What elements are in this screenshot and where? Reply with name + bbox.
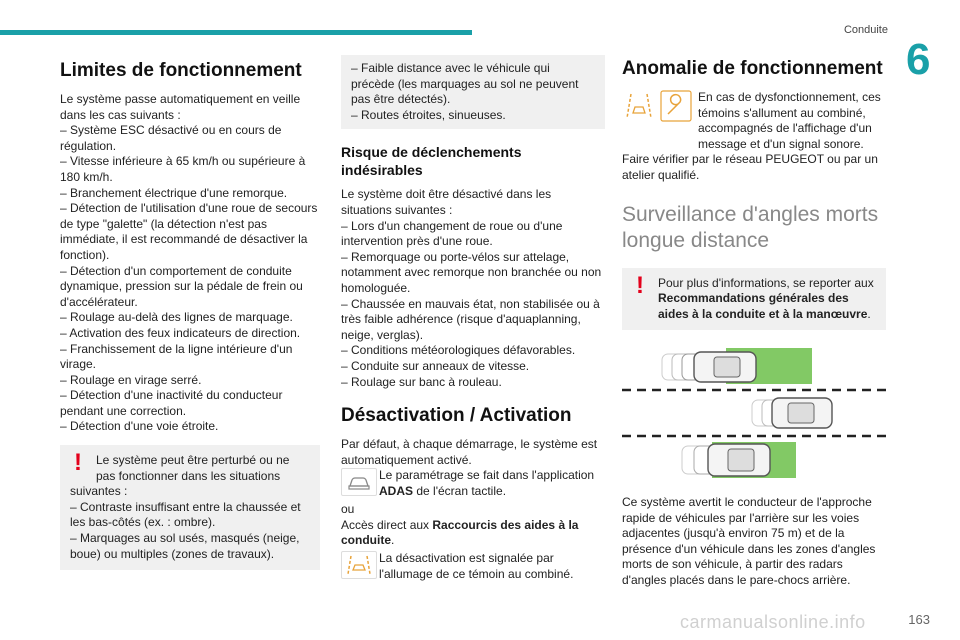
limits-item: – Détection d'un comportement de conduite dynamique, pression sur la pédale de frein ou d'accélérateur.	[60, 263, 303, 309]
limits-title: Limites de fonctionnement	[60, 60, 302, 81]
risk-item: – Roulage sur banc à rouleau.	[341, 374, 502, 389]
deactivation-title: Désactivation / Activation	[341, 405, 572, 427]
limits-item: – Roulage au-delà des lignes de marquage.	[60, 310, 293, 325]
column-limits	[60, 55, 320, 570]
warning-lead-cont: suivantes :	[70, 484, 128, 499]
shortcuts-label: Raccourcis des aides à la conduite	[341, 517, 579, 548]
warning-item: – Contraste insuffisant entre la chaussée et les bas-côtés (ex. : ombre).	[70, 499, 301, 530]
or-text: ou	[341, 502, 355, 517]
box-item: – Faible distance avec le véhicule qui précède (les marquages au sol ne peuvent pas être détectés).	[351, 61, 579, 107]
continued-warning-box	[341, 55, 605, 129]
own-car	[752, 398, 832, 428]
deactivation-intro: Par défaut, à chaque démarrage, le système est automatiquement activé.	[341, 437, 598, 467]
column-blind-spot	[622, 55, 886, 589]
info-text-end: .	[867, 306, 871, 321]
risk-intro: Le système doit être désactivé dans les situations suivantes :	[341, 187, 552, 217]
limits-item: – Détection de l'utilisation d'une roue de secours de type "galette" (la détection n'est pas immédiate, il est recommandé de désactiver la fonction).	[60, 201, 318, 262]
anomaly-advice: Faire vérifier par le réseau PEUGEOT ou par un atelier qualifié.	[622, 152, 878, 182]
setting-text-end: de l'écran tactile.	[413, 483, 507, 498]
risk-item: – Conduite sur anneaux de vitesse.	[341, 358, 530, 373]
anomaly-block	[622, 90, 886, 152]
anomaly-title: Anomalie de fonctionnement	[622, 58, 883, 79]
limits-item: – Système ESC désactivé ou en cours de régulation.	[60, 123, 282, 153]
limits-item: – Activation des feux indicateurs de direction.	[60, 325, 301, 340]
blind-spot-description: Ce système avertit le conducteur de l'approche rapide de véhicules par l'arrière sur les voies adjacentes (jusqu'à environ 75 m) et de la présence d'un véhicule dans les zones d'angles morts de son véhicule, à partir des radars d'angles placés dans le pare-chocs arrière.	[622, 494, 876, 587]
setting-text: Le paramétrage se fait dans l'application	[379, 468, 595, 483]
limits-item: – Détection d'une inactivité du conducteur pendant une correction.	[60, 388, 283, 418]
lane-keeping-icon	[622, 90, 656, 122]
adas-label: ADAS	[379, 483, 414, 498]
anomaly-text: En cas de dysfonctionnement, ces témoins s'allument au combiné, accompagnés de l'affichage d'un message et d'un signal sonore.	[698, 90, 881, 151]
direct-text-end: .	[391, 533, 395, 548]
wrench-icon	[660, 90, 692, 122]
column-activation	[341, 55, 605, 585]
deactivation-signal-row	[341, 551, 605, 585]
header-accent-bar	[0, 30, 472, 35]
chapter-number: 6	[906, 35, 931, 84]
limits-item: – Détection d'une voie étroite.	[60, 419, 219, 434]
blind-spot-illustration	[622, 346, 886, 480]
risk-item: – Remorquage ou porte-vélos sur attelage, notamment avec remorque non branchée ou non homologuée.	[341, 249, 602, 295]
limits-item: – Franchissement de la ligne intérieure d'un virage.	[60, 341, 293, 372]
limits-item: – Vitesse inférieure à 65 km/h ou supérieure à 180 km/h.	[60, 154, 306, 184]
warning-icon: !	[74, 449, 82, 477]
limits-intro: Le système passe automatiquement en veille dans les cas suivants :	[60, 92, 301, 122]
risk-item: – Lors d'un changement de roue ou d'une intervention près d'une roue.	[341, 218, 563, 249]
setting-row	[341, 468, 605, 502]
limits-item: – Roulage en virage serré.	[60, 372, 202, 387]
deactivation-signal-text: La désactivation est signalée par l'allumage de ce témoin au combiné.	[379, 551, 574, 581]
risk-title: Risque de déclenchements indésirables	[341, 144, 522, 179]
risk-item: – Chaussée en mauvais état, non stabilisée ou à très faible adhérence (risque d'aquaplanning, neige, verglas).	[341, 296, 600, 342]
limits-item: – Branchement électrique d'une remorque.	[60, 185, 288, 200]
warning-item: – Marquages au sol usés, masqués (neige, boue) ou multiples (zones de travaux).	[70, 531, 300, 561]
info-text: Pour plus d'informations, se reporter aux	[658, 275, 874, 290]
car-settings-icon	[341, 468, 377, 496]
blind-spot-title: Surveillance d'angles morts longue distance	[622, 202, 879, 252]
page-number: 163	[908, 612, 930, 627]
info-box	[622, 268, 886, 331]
warning-box	[60, 445, 320, 570]
lane-keeping-icon	[341, 551, 377, 579]
lower-car	[682, 444, 770, 476]
watermark: carmanualsonline.info	[680, 612, 866, 632]
info-warning-icon: !	[636, 271, 644, 299]
upper-car	[662, 352, 756, 382]
risk-item: – Conditions météorologiques défavorables.	[341, 343, 576, 358]
direct-text: Accès direct aux	[341, 517, 433, 532]
section-name: Conduite	[843, 24, 888, 36]
info-reference: Recommandations générales des aides à la conduite et à la manœuvre	[658, 291, 868, 321]
warning-lead: Le système peut être perturbé ou ne pas fonctionner dans les situations	[96, 453, 290, 483]
box-item: – Routes étroites, sinueuses.	[351, 107, 506, 122]
